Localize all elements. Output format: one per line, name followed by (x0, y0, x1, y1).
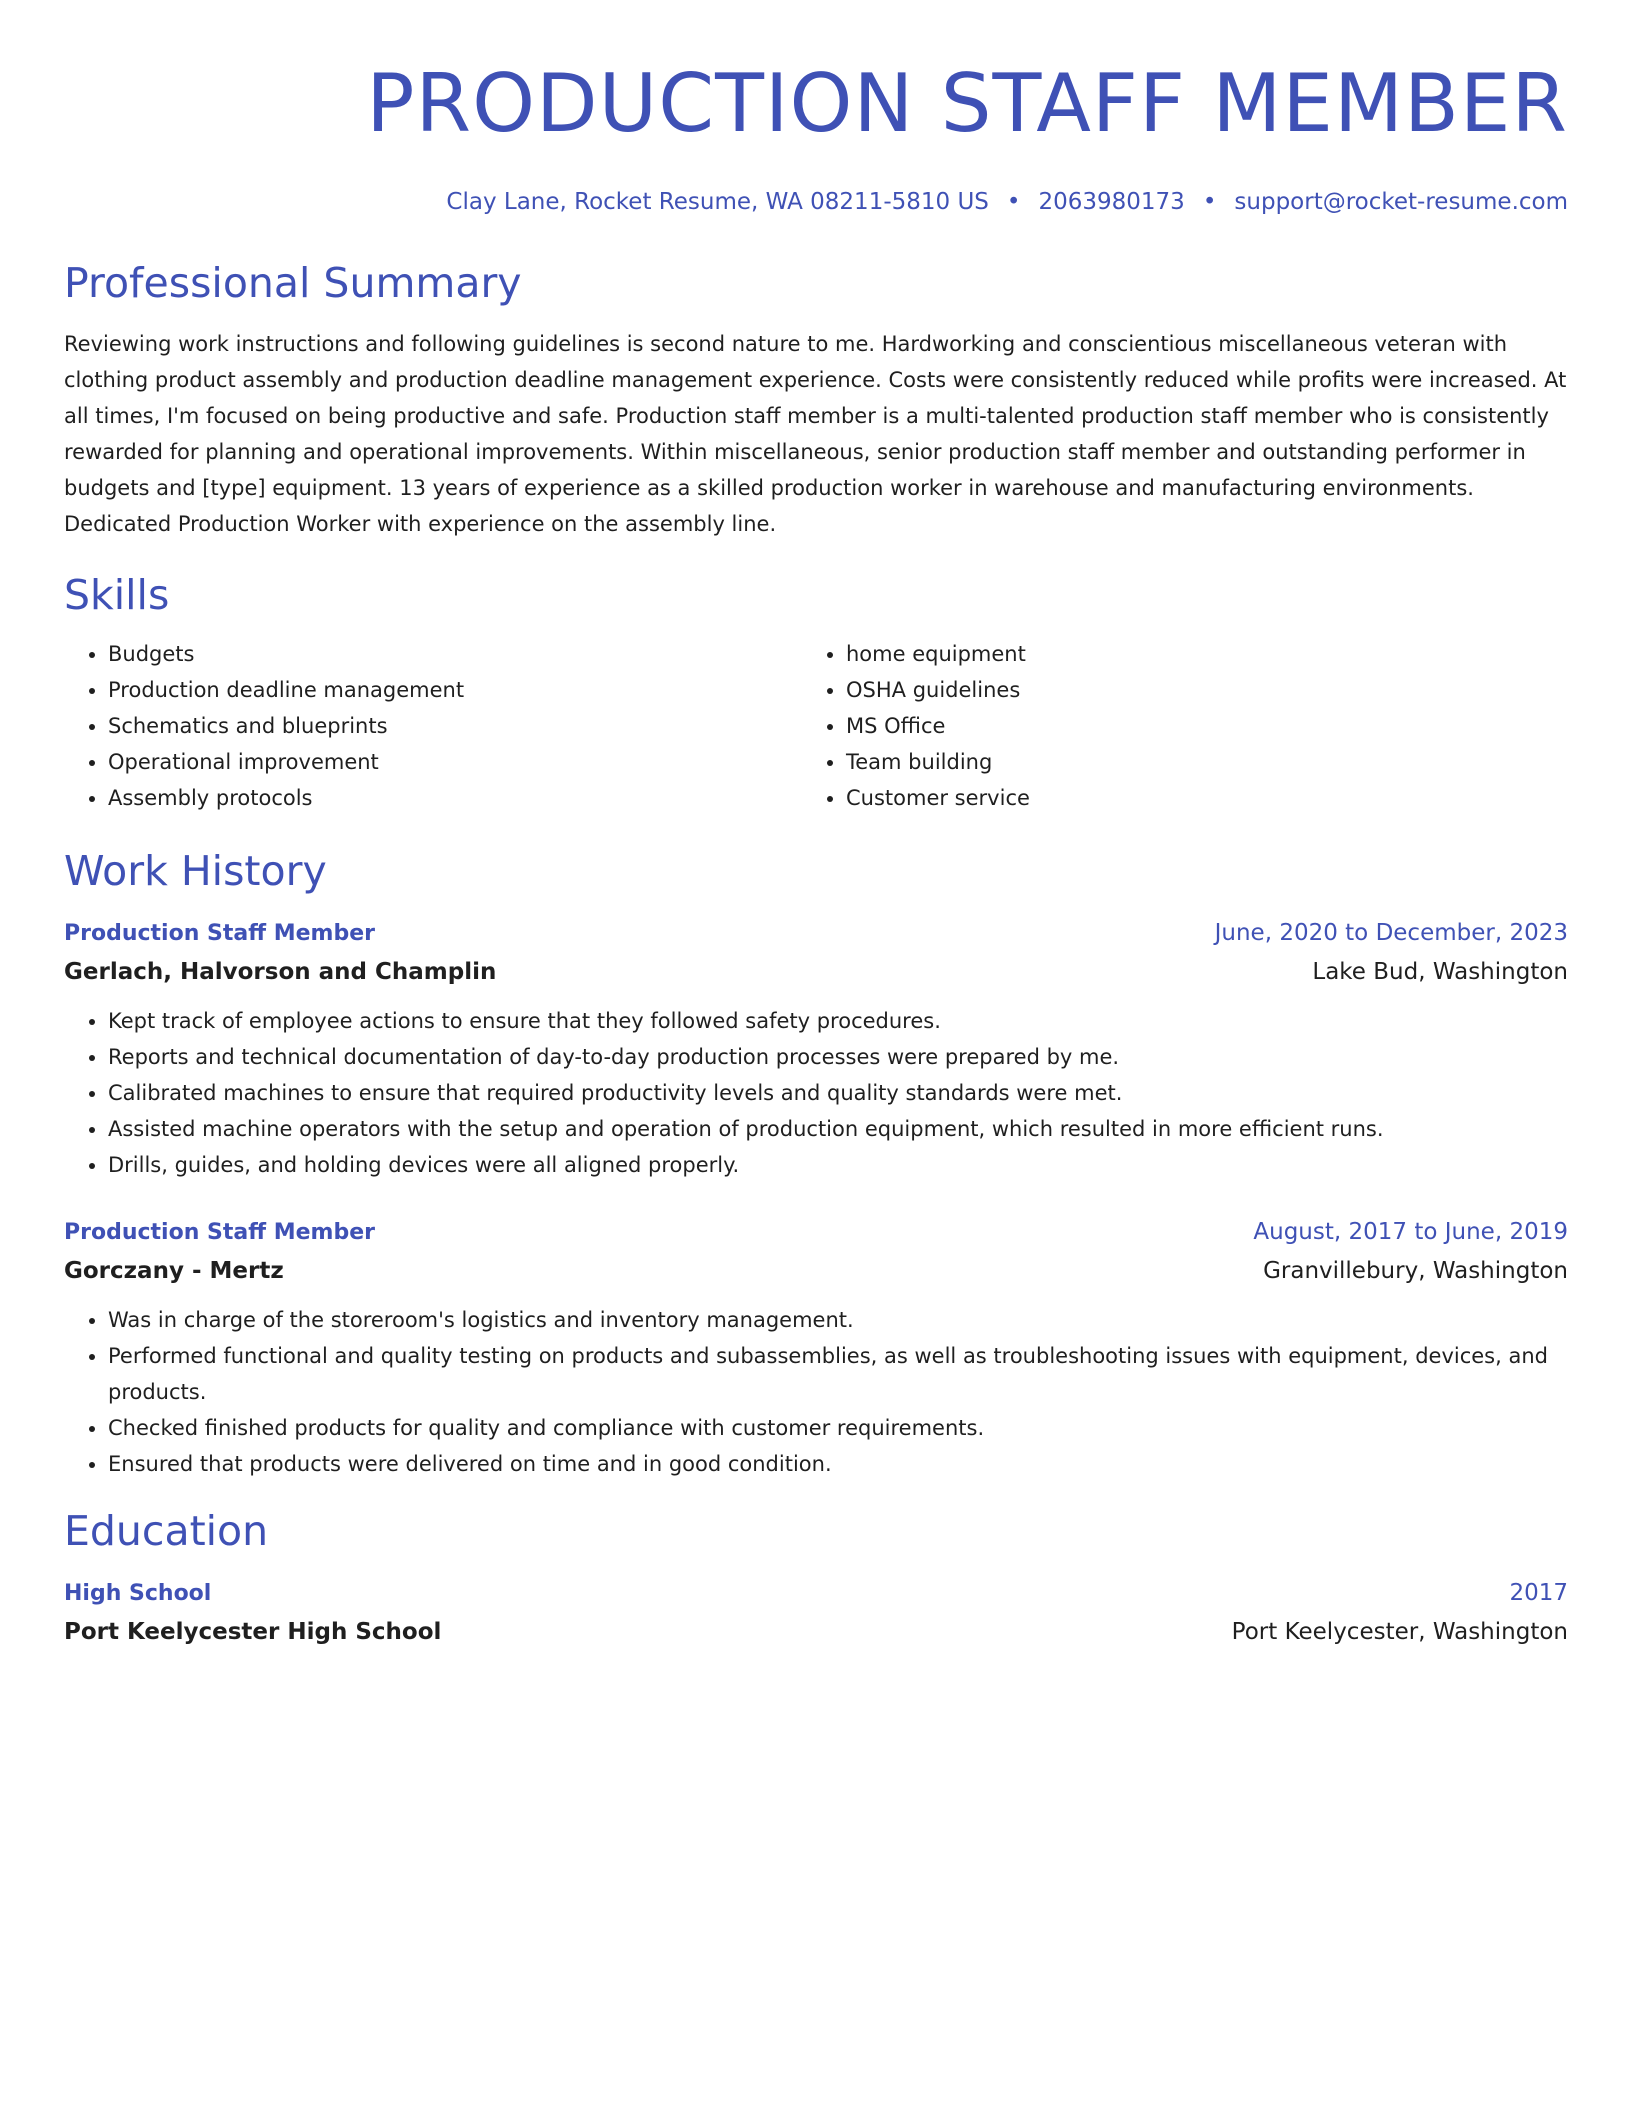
job-bullet: • Performed functional and quality testing on products and subassemblies, as well as troubleshooting issues with equipment, devices, and products. (108, 1338, 1568, 1410)
job-bullet: • Reports and technical documentation of day-to-day production processes were prepared by me. (108, 1039, 1568, 1075)
summary-heading: Professional Summary (64, 259, 522, 307)
skill-item: • Customer service (846, 780, 1540, 816)
job-dates: August, 2017 to June, 2019 (1253, 1219, 1568, 1245)
job-bullets (64, 1003, 1568, 1183)
education-degree: High School (64, 1581, 212, 1606)
summary-text: Reviewing work instructions and following guidelines is second nature to me. Hardworking and conscientious miscellaneous veteran with clothing product assembly and production deadline management experience. Costs were consistently reduced while profits were increased. At all times, I'm focused on being productive and safe. Production staff member is a multi-talented production staff member who is consistently rewarded for planning and operational improvements. Within miscellaneous, senior production staff member and outstanding performer in budgets and [type] equipment. 13 years of experience as a skilled production worker in warehouse and manufacturing environments. Dedicated Production Worker with experience on the assembly line. (64, 332, 1567, 536)
job-company-row (64, 1252, 1568, 1290)
education-entry (64, 1574, 1568, 1651)
skill-item: • Budgets (108, 636, 802, 672)
skill-item: • Operational improvement (108, 744, 802, 780)
education-year: 2017 (1509, 1580, 1568, 1606)
job-bullet: • Assisted machine operators with the setup and operation of production equipment, which resulted in more efficient runs. (108, 1111, 1568, 1147)
job-bullet: • Calibrated machines to ensure that required productivity levels and quality standards were met. (108, 1075, 1568, 1111)
job-company: Gerlach, Halvorson and Champlin (64, 959, 497, 985)
contact-address: Clay Lane, Rocket Resume, WA 08211-5810 US (446, 189, 989, 215)
contact-phone[interactable]: 2063980173 (1038, 189, 1185, 215)
job-bullet: • Checked finished products for quality and compliance with customer requirements. (108, 1410, 1568, 1446)
job-location: Granvillebury, Washington (1263, 1258, 1568, 1284)
job-company: Gorczany - Mertz (64, 1258, 284, 1284)
job-bullet: • Kept track of employee actions to ensure that they followed safety procedures. (108, 1003, 1568, 1039)
contact-line (64, 188, 1568, 216)
job-entry (64, 1213, 1568, 1482)
skill-item: • Team building (846, 744, 1540, 780)
job-bullet: • Ensured that products were delivered on time and in good condition. (108, 1446, 1568, 1482)
job-dates: June, 2020 to December, 2023 (1214, 920, 1568, 946)
job-entry (64, 914, 1568, 1183)
work-history-heading: Work History (64, 847, 327, 895)
skill-item: • OSHA guidelines (846, 672, 1540, 708)
skill-item: • Production deadline management (108, 672, 802, 708)
contact-email[interactable]: support@rocket-resume.com (1234, 189, 1568, 215)
resume-header (64, 56, 1568, 216)
job-bullet: • Drills, guides, and holding devices were all aligned properly. (108, 1147, 1568, 1183)
candidate-title: PRODUCTION STAFF MEMBER (366, 57, 1568, 150)
education-school: Port Keelycester High School (64, 1619, 442, 1645)
job-company-row (64, 953, 1568, 991)
job-location: Lake Bud, Washington (1312, 959, 1568, 985)
education-header-row (64, 1574, 1568, 1613)
skill-item: • Assembly protocols (108, 780, 802, 816)
skills-column-left (64, 636, 802, 816)
contact-separator: • (1202, 189, 1217, 215)
skills-list (64, 636, 1568, 816)
job-header-row (64, 914, 1568, 953)
job-header-row (64, 1213, 1568, 1252)
skill-item: • home equipment (846, 636, 1540, 672)
skills-heading: Skills (64, 571, 170, 619)
contact-separator: • (1006, 189, 1021, 215)
education-location: Port Keelycester, Washington (1231, 1619, 1568, 1645)
education-school-row (64, 1613, 1568, 1651)
job-bullets (64, 1302, 1568, 1482)
job-role: Production Staff Member (64, 921, 375, 946)
skill-item: • Schematics and blueprints (108, 708, 802, 744)
skill-item: • MS Office (846, 708, 1540, 744)
job-role: Production Staff Member (64, 1220, 375, 1245)
education-heading: Education (64, 1507, 269, 1555)
skills-column-right (802, 636, 1540, 816)
job-bullet: • Was in charge of the storeroom's logistics and inventory management. (108, 1302, 1568, 1338)
